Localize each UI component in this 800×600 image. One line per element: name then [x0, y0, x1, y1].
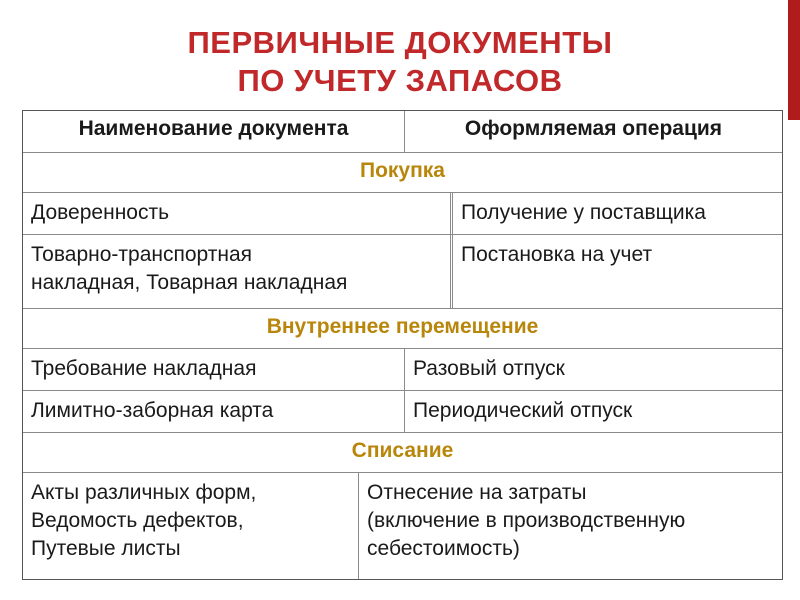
section-row-purchase [23, 153, 782, 193]
table-header-row [23, 111, 782, 153]
section-title: Покупка [360, 159, 445, 182]
operation-text: (включение в производственную [367, 509, 686, 532]
section-title: Списание [351, 439, 454, 462]
slide-title [0, 24, 800, 100]
operation-text: себестоимость) [367, 537, 520, 560]
section-title: Внутреннее перемещение [266, 315, 539, 338]
document-cell [23, 193, 453, 234]
table-row [23, 193, 782, 235]
document-text: Доверенность [31, 201, 170, 224]
title-line-2: ПО УЧЕТУ ЗАПАСОВ [237, 63, 563, 98]
document-text: Лимитно-заборная карта [31, 399, 274, 422]
operation-text: Получение у поставщика [461, 201, 706, 224]
operation-cell [405, 349, 782, 390]
documents-table [22, 110, 783, 580]
header-cell-document: Наименование документа [23, 111, 405, 152]
title-line-1: ПЕРВИЧНЫЕ ДОКУМЕНТЫ [187, 25, 613, 60]
operation-cell [359, 473, 782, 579]
table-row [23, 473, 782, 579]
document-text: Путевые листы [31, 537, 181, 560]
table-row [23, 391, 782, 433]
operation-text: Отнесение на затраты [367, 481, 587, 504]
operation-cell [405, 391, 782, 432]
section-row-write-off [23, 433, 782, 473]
document-cell [23, 391, 405, 432]
document-cell [23, 349, 405, 390]
document-cell [23, 473, 359, 579]
document-text: Товарно-транспортная [31, 243, 253, 266]
operation-text: Периодический отпуск [413, 399, 633, 422]
operation-cell [453, 235, 782, 308]
document-text: Требование накладная [31, 357, 257, 380]
document-text: Акты различных форм, [31, 481, 257, 504]
header-cell-operation: Оформляемая операция [464, 117, 723, 140]
table-row [23, 349, 782, 391]
document-cell [23, 235, 453, 308]
section-row-internal-transfer [23, 309, 782, 349]
operation-text: Постановка на учет [461, 243, 653, 266]
table-row [23, 235, 782, 309]
operation-text: Разовый отпуск [413, 357, 565, 380]
document-text: накладная, Товарная накладная [31, 271, 348, 294]
document-text: Ведомость дефектов, [31, 509, 244, 532]
operation-cell [453, 193, 782, 234]
